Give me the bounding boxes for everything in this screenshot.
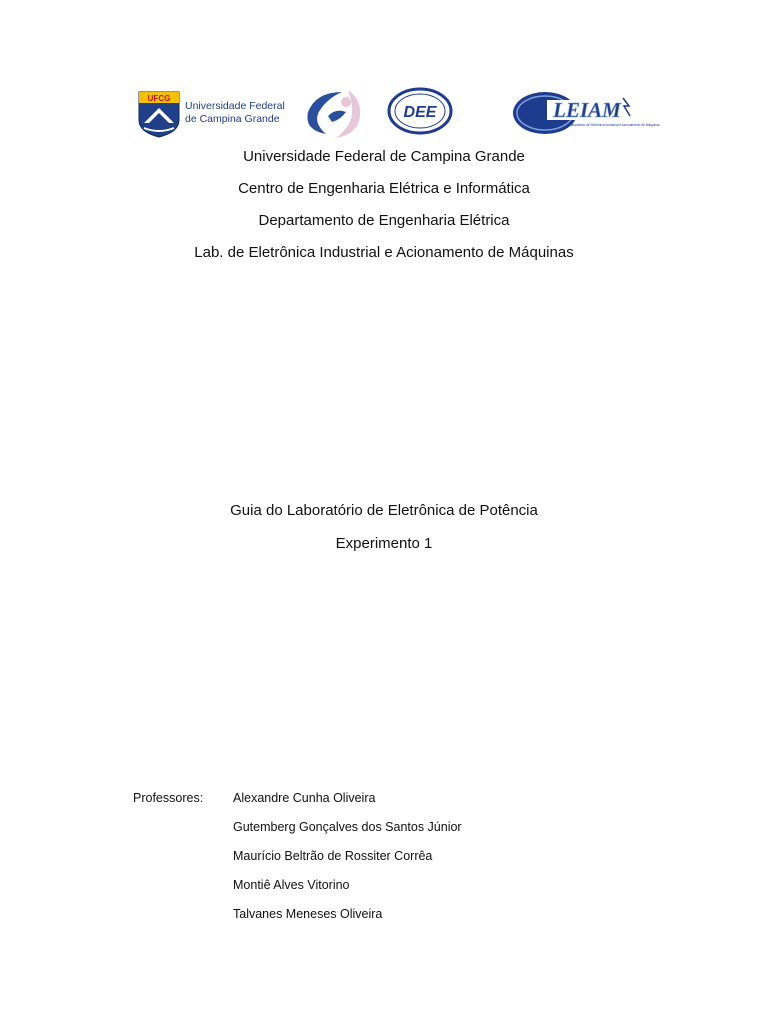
lab-name: Lab. de Eletrônica Industrial e Acionamento de Máquinas	[194, 244, 574, 261]
professor-name: Gutemberg Gonçalves dos Santos Júnior	[233, 820, 462, 834]
ufcg-line2: de Campina Grande	[185, 113, 280, 125]
dee-logo-text: DEE	[403, 104, 437, 121]
leiam-logo	[511, 90, 660, 136]
leiam-emblem-icon	[511, 90, 660, 136]
professors-label: Professores:	[133, 791, 204, 805]
ceei-logo	[302, 86, 366, 140]
university-name: Universidade Federal de Campina Grande	[243, 148, 525, 165]
ufcg-emblem-text: UFCG	[147, 94, 171, 103]
guide-title: Guia do Laboratório de Eletrônica de Potência	[230, 502, 538, 519]
logo-row	[0, 84, 768, 144]
ufcg-logo	[136, 90, 285, 138]
professor-name: Alexandre Cunha Oliveira	[233, 791, 376, 805]
professor-name: Montiê Alves Vitorino	[233, 878, 350, 892]
professor-name: Maurício Beltrão de Rossiter Corrêa	[233, 849, 433, 863]
ufcg-wordmark	[185, 100, 285, 126]
experiment-number: Experimento 1	[335, 535, 433, 552]
ufcg-line1: Universidade Federal	[185, 100, 285, 112]
ufcg-emblem-icon	[136, 90, 182, 138]
leiam-logo-text: LEIAM	[553, 98, 621, 122]
dee-oval-icon	[386, 86, 454, 136]
dee-logo	[386, 86, 454, 136]
leiam-subtitle: Laboratório de Eletrônica Industrial e Acionamento de Máquinas	[569, 123, 660, 127]
department-name: Departamento de Engenharia Elétrica	[258, 212, 510, 229]
professor-name: Talvanes Meneses Oliveira	[233, 907, 383, 921]
center-name: Centro de Engenharia Elétrica e Informática	[238, 180, 530, 197]
ceei-swirl-icon	[302, 86, 366, 140]
professors-list	[233, 790, 462, 935]
